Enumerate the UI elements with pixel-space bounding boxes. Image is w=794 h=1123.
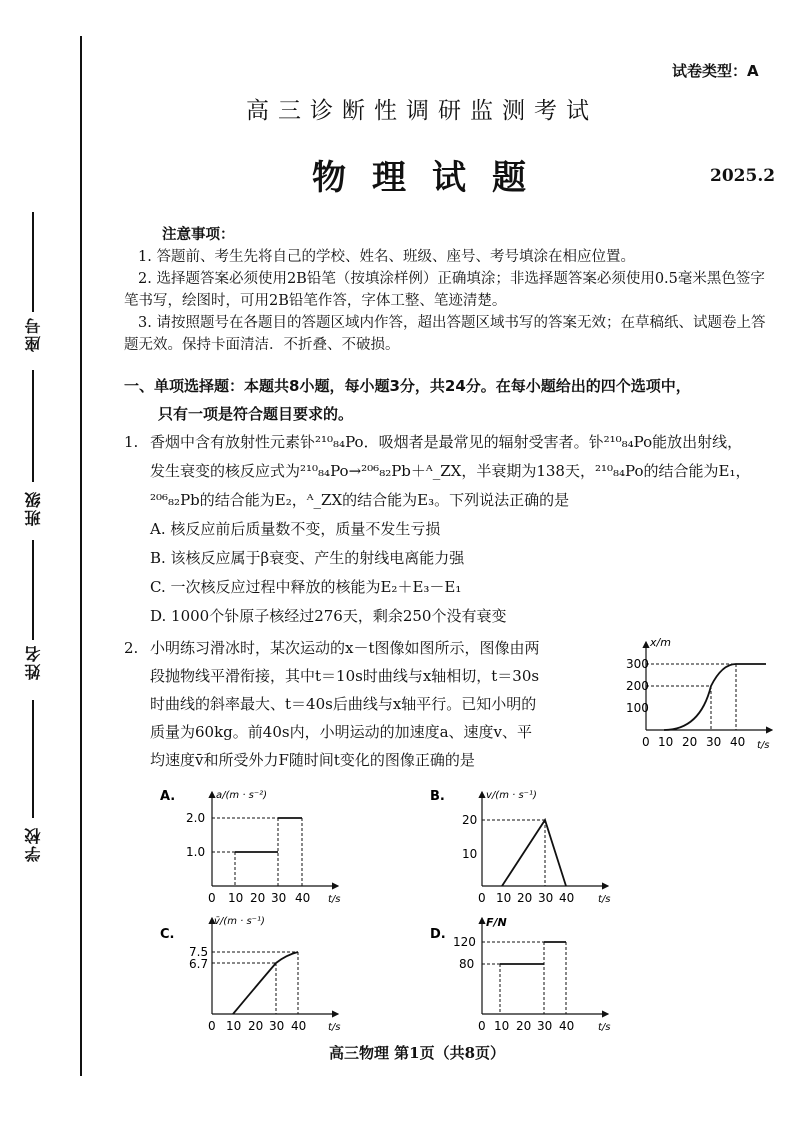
q2-stem-line: 时曲线的斜率最大、t＝40s后曲线与x轴平行。已知小明的 <box>150 695 537 713</box>
subject-title: 物理试题 <box>312 158 552 198</box>
x-tick: 20 <box>250 891 266 905</box>
y-tick: 300 <box>626 657 649 671</box>
y-axis-label: v̄/(m · s⁻¹) <box>214 916 265 927</box>
x-axis-label: t/s <box>328 894 341 905</box>
x-tick: 10 <box>496 891 512 905</box>
q1-option-c[interactable]: C. 一次核反应过程中释放的核能为E₂＋E₃－E₁ <box>150 578 462 596</box>
option-letter: C. <box>160 927 175 942</box>
q1-option-a[interactable]: A. 核反应前后质量数不变，质量不发生亏损 <box>150 520 441 538</box>
y-tick: 6.7 <box>189 957 209 971</box>
x-tick: 0 <box>642 735 650 749</box>
x-tick: 10 <box>228 891 244 905</box>
x-tick: 30 <box>706 735 722 749</box>
x-tick: 40 <box>559 1019 575 1033</box>
y-tick: 80 <box>459 957 475 971</box>
x-tick: 40 <box>291 1019 307 1033</box>
class-label: 班级 <box>24 490 43 526</box>
x-tick: 40 <box>730 735 746 749</box>
question-number: 1. <box>124 433 139 451</box>
q1-stem-line3: ²⁰⁶₈₂Pb的结合能为E₂，ᴬ_ZX的结合能为E₃。下列说法正确的是 <box>150 491 570 509</box>
question-2 <box>124 634 644 774</box>
y-tick: 2.0 <box>186 811 206 825</box>
exam-title: 高三诊断性调研监测考试 <box>246 98 598 124</box>
y-tick: 1.0 <box>186 845 206 859</box>
section-heading <box>124 372 780 428</box>
x-tick: 40 <box>295 891 311 905</box>
x-tick: 30 <box>269 1019 285 1033</box>
y-axis-label: v/(m · s⁻¹) <box>486 790 537 801</box>
x-tick: 20 <box>516 1019 532 1033</box>
notice-heading: 注意事项： <box>162 227 235 243</box>
section-heading-line1: 一、单项选择题：本题共8小题，每小题3分，共24分。在每小题给出的四个选项中， <box>124 377 691 395</box>
page-footer: 高三物理 第1页（共8页） <box>328 1044 506 1062</box>
notice-item: 1. 答题前、考生先将自己的学校、姓名、班级、座号、考号填涂在相应位置。 <box>138 249 635 265</box>
x-tick: 10 <box>494 1019 510 1033</box>
x-tick: 30 <box>537 1019 553 1033</box>
notice-block <box>124 224 776 356</box>
y-tick: 200 <box>626 679 649 693</box>
q2-stem-line: 小明练习滑冰时，某次运动的x－t图像如图所示，图像由两 <box>150 639 540 657</box>
option-graph-c[interactable] <box>158 910 398 1036</box>
class-fill-line[interactable] <box>32 540 34 640</box>
q1-stem-line2: 发生衰变的核反应式为²¹⁰₈₄Po→²⁰⁶₈₂Pb＋ᴬ_ZX，半衰期为138天，²¹⁰₈₄Po的结合能为E₁， <box>150 462 751 480</box>
x-tick: 10 <box>658 735 674 749</box>
y-tick: 7.5 <box>189 945 209 959</box>
q1-option-b[interactable]: B. 该核反应属于β衰变、产生的射线电离能力强 <box>150 549 465 567</box>
name-label: 姓名 <box>24 644 43 680</box>
q1-stem-line1: 香烟中含有放射性元素钋²¹⁰₈₄Po．吸烟者是最常见的辐射受害者。钋²¹⁰₈₄Po能放出射线， <box>150 433 743 451</box>
y-tick: 10 <box>462 847 478 861</box>
xt-curve <box>664 664 766 730</box>
notice-item: 2. 选择题答案必须使用2B铅笔（按填涂样例）正确填涂；非选择题答案必须使用0.5毫米黑色签字笔书写，绘图时，可用2B铅笔作答，字体工整、笔迹清楚。 <box>124 271 765 309</box>
y-tick: 20 <box>462 813 478 827</box>
xt-graph <box>626 636 782 756</box>
q2-stem-line: 均速度v̄和所受外力F随时间t变化的图像正确的是 <box>150 751 475 769</box>
y-tick: 120 <box>453 935 476 949</box>
option-letter: D. <box>430 927 446 942</box>
notice-item: 3. 请按照题号在各题目的答题区域内作答，超出答题区域书写的答案无效；在草稿纸、试题卷上答题无效。保持卡面清洁．不折叠、不破损。 <box>124 315 766 353</box>
seat-class-divider <box>32 370 34 482</box>
y-axis-label: a/(m · s⁻²) <box>216 790 268 801</box>
x-tick: 0 <box>208 891 216 905</box>
option-letter: B. <box>430 789 445 804</box>
seat-label: 座号 <box>24 316 43 352</box>
option-graph-d[interactable] <box>428 910 668 1036</box>
x-tick: 30 <box>271 891 287 905</box>
x-tick: 0 <box>478 1019 486 1033</box>
option-graph-a[interactable] <box>158 784 398 910</box>
x-tick: 0 <box>478 891 486 905</box>
y-axis-label: F/N <box>486 916 507 929</box>
exam-date: 2025.2 <box>710 166 776 186</box>
x-tick: 0 <box>208 1019 216 1033</box>
x-tick: 20 <box>517 891 533 905</box>
y-axis-label: x/m <box>650 636 671 649</box>
x-axis-label: t/s <box>328 1022 341 1033</box>
q1-option-d[interactable]: D. 1000个钋原子核经过276天，剩余250个没有衰变 <box>150 607 507 625</box>
question-1 <box>124 428 784 631</box>
option-letter: A. <box>160 789 176 804</box>
seat-fill-line[interactable] <box>32 212 34 312</box>
q2-stem-line: 段抛物线平滑衔接，其中t＝10s时曲线与x轴相切，t＝30s <box>150 667 540 685</box>
graph-line <box>502 820 566 886</box>
y-tick: 100 <box>626 701 649 715</box>
question-number: 2. <box>124 639 139 657</box>
x-axis-label: t/s <box>598 894 611 905</box>
x-tick: 40 <box>559 891 575 905</box>
x-tick: 10 <box>226 1019 242 1033</box>
name-fill-line[interactable] <box>32 700 34 818</box>
school-label: 学校 <box>24 826 43 862</box>
x-axis-label: t/s <box>757 740 770 751</box>
x-axis-label: t/s <box>598 1022 611 1033</box>
x-tick: 20 <box>682 735 698 749</box>
q2-stem-line: 质量为60kg。前40s内，小明运动的加速度a、速度v、平 <box>150 723 532 741</box>
paper-type: 试卷类型：A <box>672 62 759 80</box>
section-heading-line2: 只有一项是符合题目要求的。 <box>158 405 354 423</box>
x-tick: 30 <box>538 891 554 905</box>
option-graph-b[interactable] <box>428 784 668 910</box>
graph-line <box>233 952 298 1014</box>
x-tick: 20 <box>248 1019 264 1033</box>
